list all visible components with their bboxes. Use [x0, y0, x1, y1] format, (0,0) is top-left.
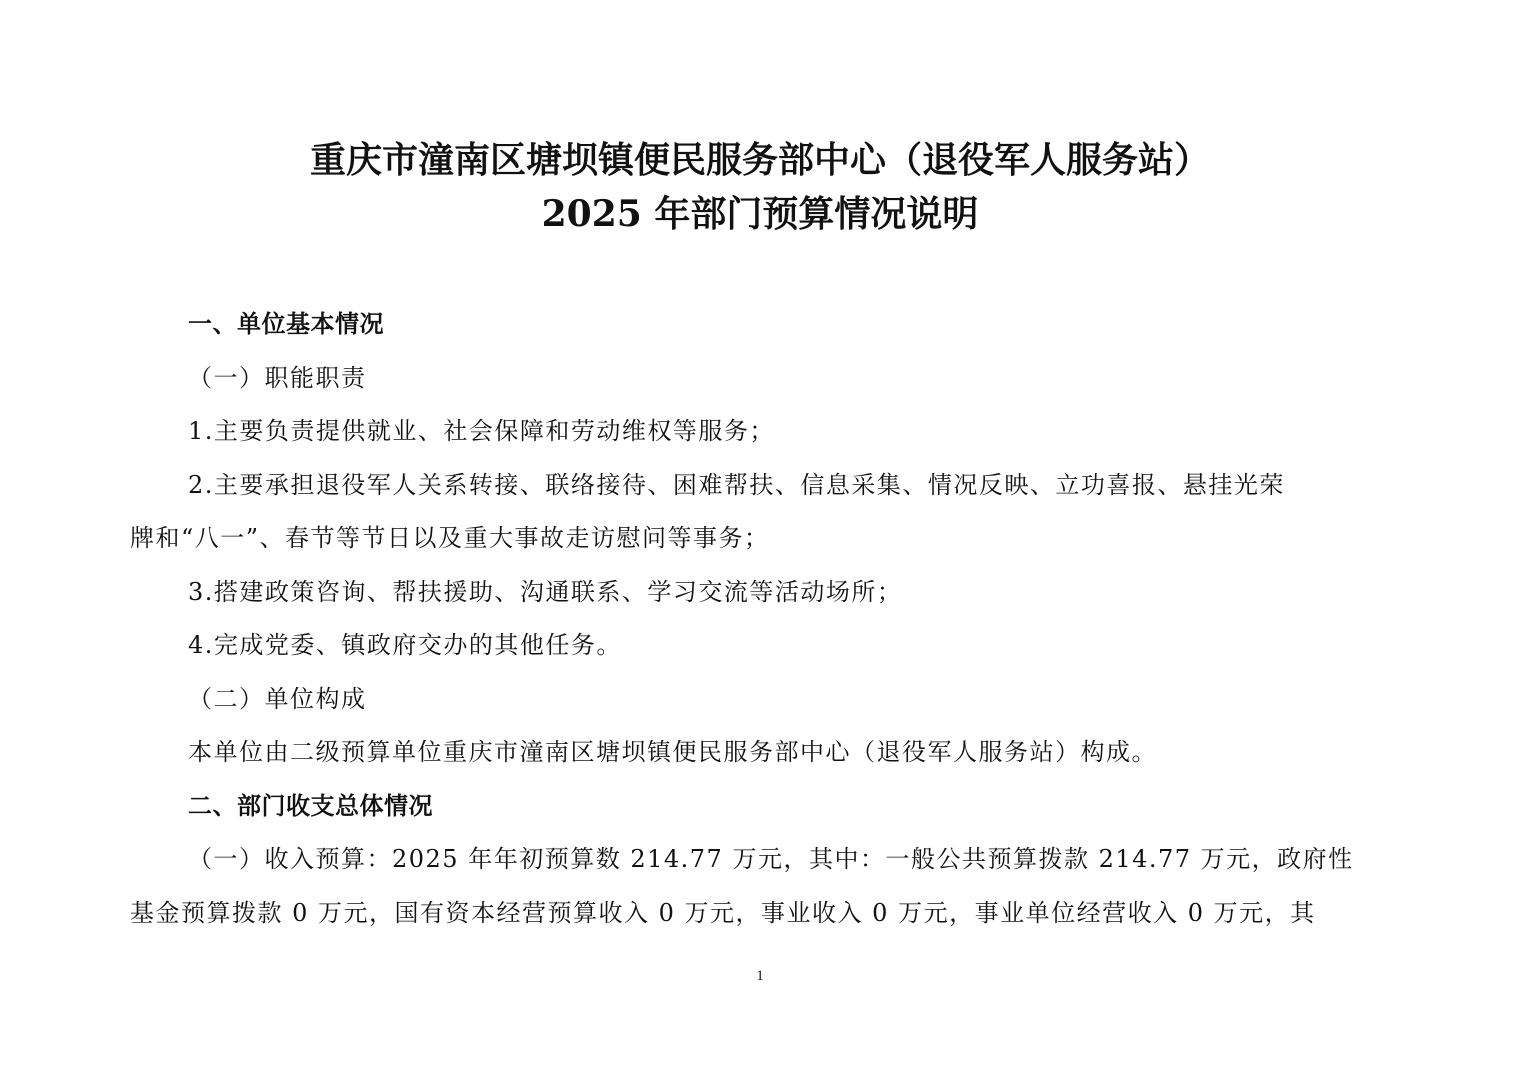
section-1-subheading-composition: （二）单位构成 — [188, 684, 367, 713]
title-line-1: 重庆市潼南区塘坝镇便民服务部中心（退役军人服务站） — [309, 139, 1210, 181]
duty-item-4: 4.完成党委、镇政府交办的其他任务。 — [188, 631, 622, 659]
title-line-2: 2025 年部门预算情况说明 — [541, 193, 979, 235]
income-paragraph-line-2: 基金预算拨款 0 万元，国有资本经营预算收入 0 万元，事业收入 0 万元，事业单位经营收入 0 万元，其 — [130, 898, 1316, 927]
duty-item-2-line-1: 2.主要承担退役军人关系转接、联络接待、困难帮扶、信息采集、情况反映、立功喜报、悬挂光荣 — [188, 470, 1285, 499]
duty-item-3: 3.搭建政策咨询、帮扶援助、沟通联系、学习交流等活动场所； — [188, 577, 903, 606]
composition-paragraph: 本单位由二级预算单位重庆市潼南区塘坝镇便民服务部中心（退役军人服务站）构成。 — [188, 738, 1157, 766]
income-paragraph-line-1: （一）收入预算：2025 年年初预算数 214.77 万元，其中：一般公共预算拨款 214.77 万元，政府性 — [188, 845, 1354, 873]
document-title — [0, 133, 1520, 241]
duty-item-1: 1.主要负责提供就业、社会保障和劳动维权等服务； — [188, 417, 775, 445]
section-2-heading: 二、部门收支总体情况 — [188, 791, 433, 820]
document-body — [130, 298, 1392, 940]
duty-item-2-line-2: 牌和“八一”、春节等节日以及重大事故走访慰问等事务； — [130, 524, 770, 552]
section-1-subheading-duties: （一）职能职责 — [188, 363, 367, 392]
page-number: 1 — [756, 968, 764, 984]
section-1-heading: 一、单位基本情况 — [188, 310, 384, 338]
